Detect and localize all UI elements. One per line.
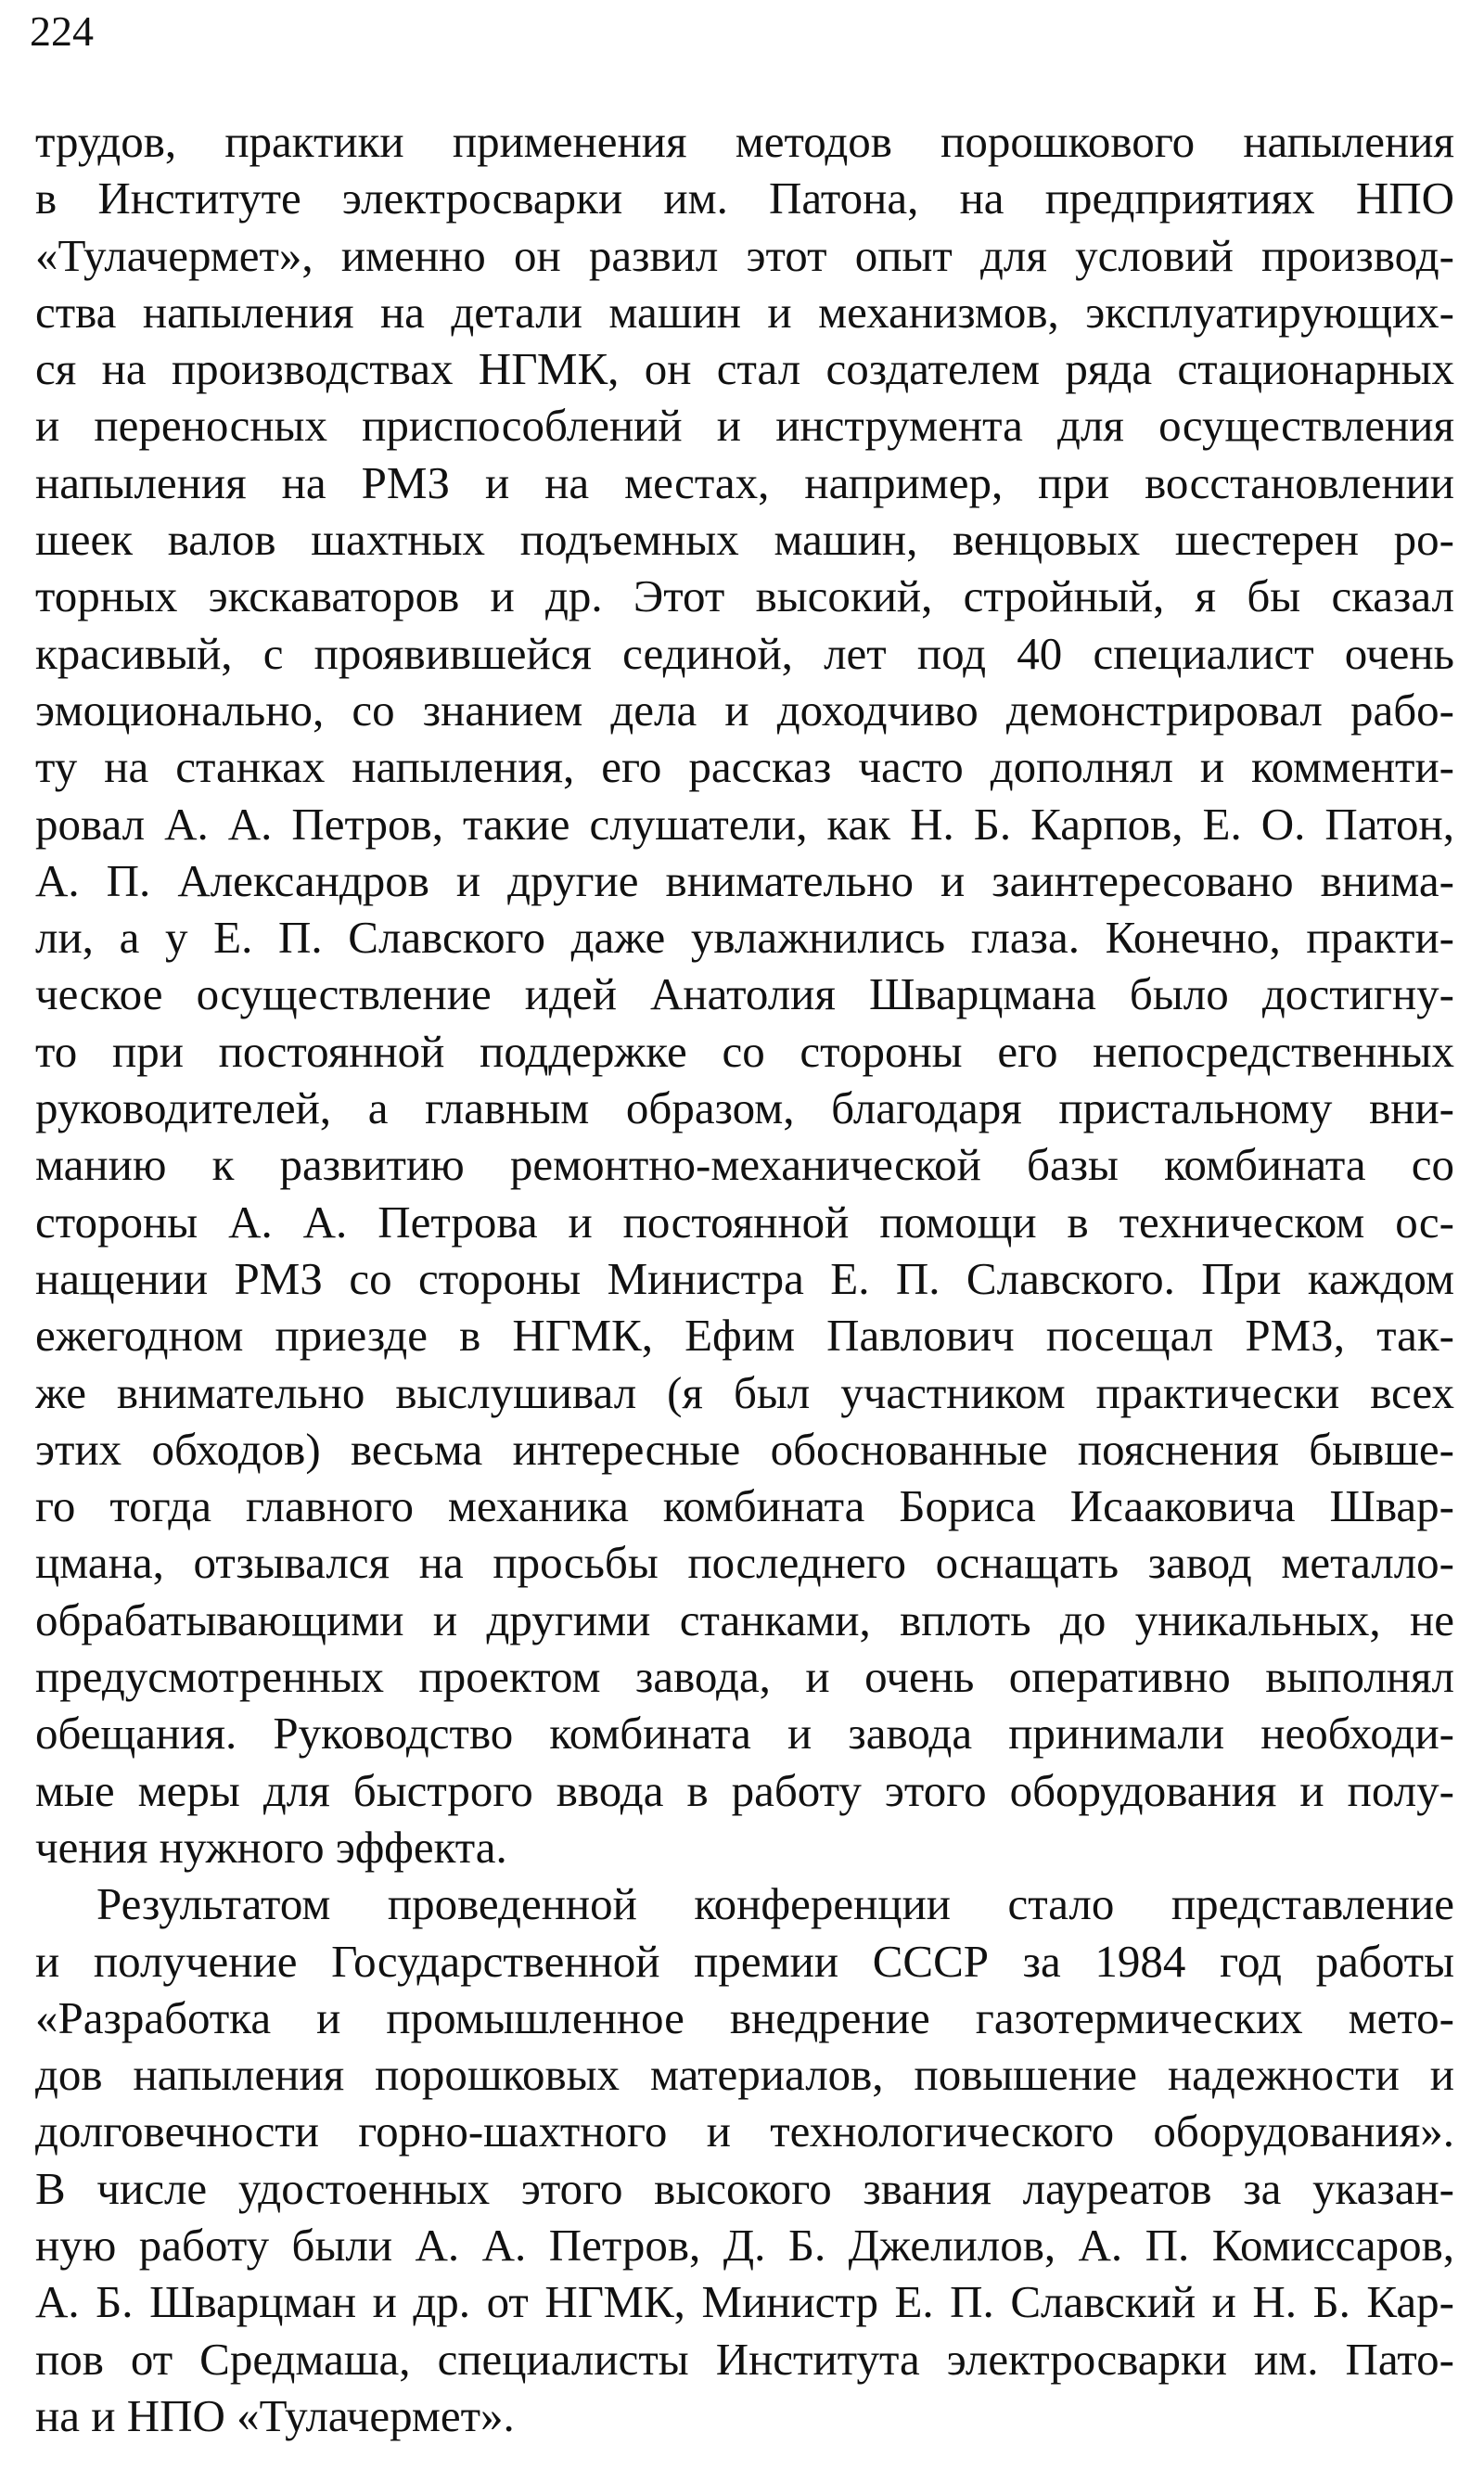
text-line: манию к развитию ремонтно-механической базы комбината со <box>35 1139 1454 1191</box>
text-line: и переносных приспособлений и инструмента для осуществления <box>35 400 1454 452</box>
text-line: «Разработка и промышленное внедрение газотермических мето- <box>35 1991 1454 2043</box>
text-line: ства напыления на детали машин и механизмов, эксплуатирующих- <box>35 286 1454 338</box>
text-line: же внимательно выслушивал (я был участником практически всех <box>35 1366 1454 1418</box>
text-line: напыления на РМЗ и на местах, например, при восстановлении <box>35 456 1454 508</box>
text-line: предусмотренных проектом завода, и очень оперативно выполнял <box>35 1651 1454 1703</box>
text-line: А. Б. Шварцман и др. от НГМК, Министр Е. П. Славский и Н. Б. Кар- <box>35 2276 1454 2328</box>
text-line: и получение Государственной премии СССР за 1984 год работы <box>35 1935 1454 1987</box>
text-line: красивый, с проявившейся сединой, лет под 40 специалист очень <box>35 627 1454 679</box>
text-line: «Тулачермет», именно он развил этот опыт для условий производ- <box>35 229 1454 281</box>
text-line: А. П. Александров и другие внимательно и заинтересовано внима- <box>35 854 1454 906</box>
text-line: нащении РМЗ со стороны Министра Е. П. Славского. При каждом <box>35 1252 1454 1304</box>
text-line: дов напыления порошковых материалов, повышение надежности и <box>35 2049 1454 2101</box>
text-line: ту на станках напыления, его рассказ часто дополнял и комменти- <box>35 741 1454 793</box>
text-line: ся на производствах НГМК, он стал создателем ряда стационарных <box>35 343 1454 395</box>
text-line: то при постоянной поддержке со стороны его непосредственных <box>35 1025 1454 1077</box>
text-line: Результатом проведенной конференции стало представление <box>96 1878 1454 1930</box>
text-line: цмана, отзывался на просьбы последнего оснащать завод металло- <box>35 1537 1454 1589</box>
text-line: го тогда главного механика комбината Бориса Исааковича Швар- <box>35 1480 1454 1532</box>
page-number: 224 <box>30 7 94 55</box>
text-line: пов от Средмаша, специалисты Института электросварки им. Пато- <box>35 2333 1454 2385</box>
text-line: ровал А. А. Петров, такие слушатели, как Н. Б. Карпов, Е. О. Патон, <box>35 798 1454 850</box>
text-line: мые меры для быстрого ввода в работу этого оборудования и полу- <box>35 1764 1454 1816</box>
text-line: ежегодном приезде в НГМК, Ефим Павлович посещал РМЗ, так- <box>35 1310 1454 1362</box>
text-line: стороны А. А. Петрова и постоянной помощи в техническом ос- <box>35 1196 1454 1248</box>
text-line: долговечности горно-шахтного и технологического оборудования». <box>35 2105 1454 2157</box>
text-line: обещания. Руководство комбината и завода принимали необходи- <box>35 1708 1454 1760</box>
text-line: ную работу были А. А. Петров, Д. Б. Джелилов, А. П. Комиссаров, <box>35 2219 1454 2271</box>
text-line: эмоционально, со знанием дела и доходчиво демонстрировал рабо- <box>35 684 1454 736</box>
text-line: руководителей, а главным образом, благодаря пристальному вни- <box>35 1082 1454 1134</box>
text-line: трудов, практики применения методов порошкового напыления <box>35 116 1454 167</box>
text-line: торных экскаваторов и др. Этот высокий, стройный, я бы сказал <box>35 570 1454 622</box>
text-line: ческое осуществление идей Анатолия Шварцмана было достигну- <box>35 968 1454 1020</box>
body-text <box>35 113 1454 2444</box>
text-line: чения нужного эффекта. <box>35 1821 507 1873</box>
text-line: в Институте электросварки им. Патона, на предприятиях НПО <box>35 173 1454 224</box>
text-line: шеек валов шахтных подъемных машин, венцовых шестерен ро- <box>35 514 1454 566</box>
text-line: обрабатывающими и другими станками, вплоть до уникальных, не <box>35 1593 1454 1645</box>
text-line: В числе удостоенных этого высокого звания лауреатов за указан- <box>35 2162 1454 2214</box>
text-line: на и НПО «Тулачермет». <box>35 2389 515 2441</box>
text-line: этих обходов) весьма интересные обоснованные пояснения бывше- <box>35 1423 1454 1475</box>
text-line: ли, а у Е. П. Славского даже увлажнились глаза. Конечно, практи- <box>35 912 1454 964</box>
